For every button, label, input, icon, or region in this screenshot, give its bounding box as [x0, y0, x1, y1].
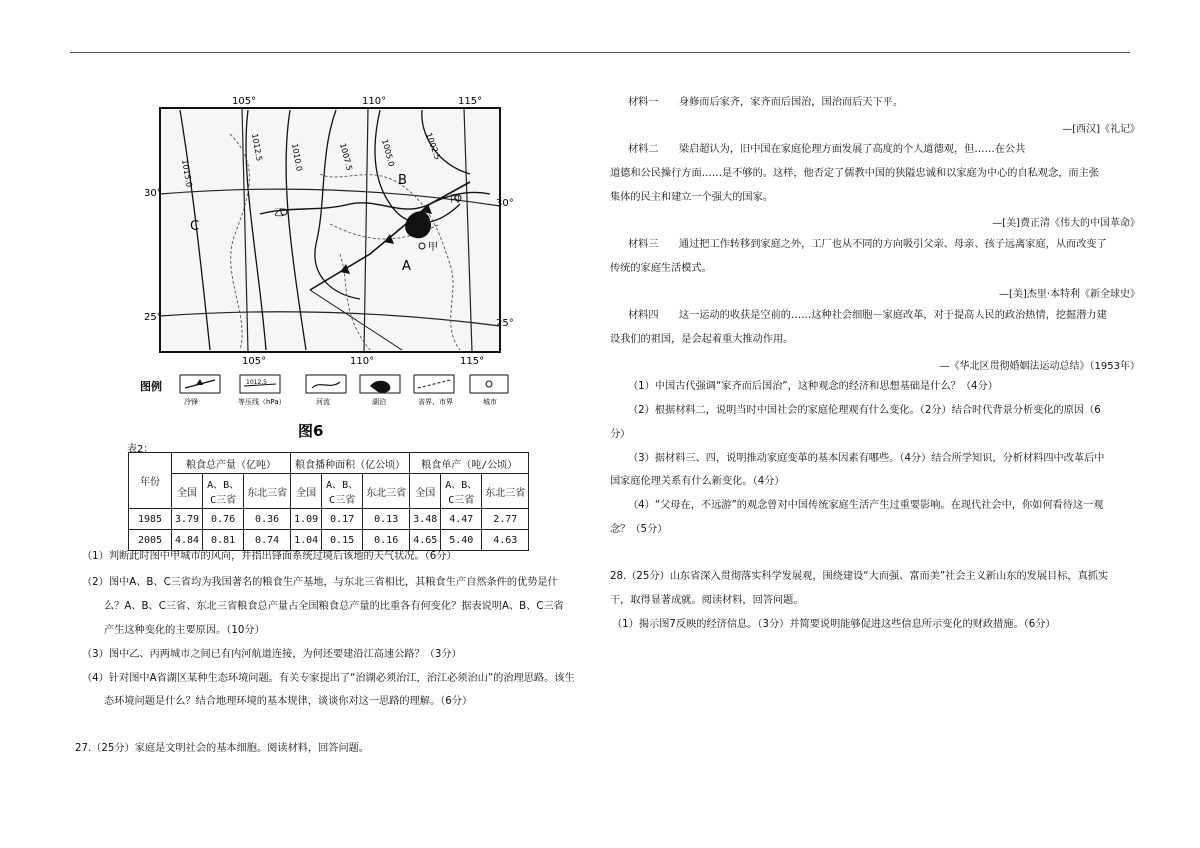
- lat-label-25-right: 25°: [496, 318, 514, 329]
- left-question-2-line1: （2）图中A、B、C三省均为我国著名的粮食生产基地，与东北三省相比，其粮食生产自然条件的优势是什: [82, 577, 558, 588]
- table-header-area: 粮食播种面积（亿公顷）: [291, 453, 410, 474]
- material-3-line2: 传统的家庭生活模式。: [610, 263, 712, 274]
- city-jia: 甲: [428, 242, 438, 253]
- material-2-line1: 材料二 梁启超认为，旧中国在家庭伦理方面发展了高度的个人道德观，但……在公共: [628, 144, 1026, 155]
- cell: 2.77: [482, 509, 529, 530]
- isobar-label-1: 1015.0: [180, 158, 194, 188]
- cell: 1985: [129, 509, 172, 530]
- table-header-total: 粮食总产量（亿吨）: [172, 453, 291, 474]
- cell: 3.79: [172, 509, 203, 530]
- lon-label-2: 110°: [362, 96, 387, 107]
- cell: 0.15: [322, 530, 363, 551]
- material-1-source: —[西汉]《礼记》: [1062, 124, 1140, 135]
- lon-label-1: 105°: [232, 96, 257, 107]
- legend: [180, 375, 508, 406]
- map-frame: [160, 108, 500, 352]
- table-subheader: A、B、C三省: [441, 474, 482, 509]
- lon-label-bottom-3: 115°: [460, 356, 485, 367]
- table-header-year: 年份: [129, 453, 172, 509]
- legend-isobar-sample: 1012.5: [246, 379, 267, 386]
- grain-table: [128, 452, 529, 551]
- lon-label-3: 115°: [458, 96, 483, 107]
- table-subheader: A、B、C三省: [322, 474, 363, 509]
- table-subheader: 全国: [172, 474, 203, 509]
- lat-label-25: 25°: [144, 312, 162, 323]
- right-question-3-line2: 国家庭伦理关系有什么新变化。（4分）: [610, 476, 785, 487]
- figure-6-map: [140, 94, 520, 489]
- cell: 4.63: [482, 530, 529, 551]
- left-question-3: （3）图中乙、丙两城市之间已有内河航道连接，为何还要建沿江高速公路？（3分）: [82, 649, 462, 660]
- isobar-label-2: 1012.5: [250, 132, 264, 162]
- cell: 4.65: [410, 530, 441, 551]
- cell: 0.74: [244, 530, 291, 551]
- left-question-2-line3: 产生这种变化的主要原因。（10分）: [104, 625, 265, 636]
- region-b: B: [398, 173, 407, 188]
- table-subheader: 全国: [410, 474, 441, 509]
- cell: 1.04: [291, 530, 322, 551]
- legend-item-3: 河流: [316, 398, 330, 406]
- cell: 4.47: [441, 509, 482, 530]
- table-subheader: 全国: [291, 474, 322, 509]
- cell: 2005: [129, 530, 172, 551]
- right-question-1: （1）中国古代强调“家齐而后国治”，这种观念的经济和思想基础是什么？（4分）: [628, 381, 998, 392]
- legend-label: 图例: [140, 380, 162, 393]
- question-28-sub1: （1）揭示图7反映的经济信息。（3分）并简要说明能够促进这些信息所示变化的财政措施。（6分）: [612, 619, 1056, 630]
- legend-item-4: 湖泊: [372, 398, 386, 406]
- material-3-line1: 材料三 通过把工作转移到家庭之外，工厂也从不同的方向吸引父亲、母亲、孩子远离家庭，从而改变了: [628, 239, 1107, 250]
- table-subheader: 东北三省: [482, 474, 529, 509]
- question-27: 27.（25分）家庭是文明社会的基本细胞。阅读材料，回答问题。: [75, 743, 370, 754]
- table-header-yield: 粮食单产（吨/公顷）: [410, 453, 529, 474]
- material-2-line2: 道德和公民操行方面……是不够的。这样，他否定了儒教中国的狭隘忠诚和以家庭为中心的自私观念，而主张: [610, 168, 1099, 179]
- lat-label-30-right: 30°: [496, 198, 514, 209]
- legend-item-5: 省界、市界: [418, 398, 453, 406]
- question-28-line1: 28.（25分）山东省深入贯彻落实科学发展观，围绕建设“大而强、富而美”社会主义新山东的发展目标，真抓实: [610, 571, 1109, 582]
- cell: 0.36: [244, 509, 291, 530]
- left-question-2-line2: 么？A、B、C三省、东北三省粮食总产量占全国粮食总产量的比重各有何变化？据表说明A、B、C三省: [104, 601, 564, 612]
- material-2-line3: 集体的民主和建立一个强大的国家。: [610, 192, 773, 203]
- material-4-line1: 材料四 这一运动的收获是空前的……这种社会细胞－家庭改革，对于提高人民的政治热情，挖掘潜力建: [628, 310, 1107, 321]
- top-rule: [70, 52, 1130, 53]
- legend-item-1: 冷锋: [184, 398, 198, 406]
- cell: 0.13: [363, 509, 410, 530]
- left-question-4-line1: （4）针对图中A省湖区某种生态环境问题。有关专家提出了“治湖必须治江，治江必须治山”的治理思路。该生: [82, 673, 575, 684]
- table-subheader: 东北三省: [363, 474, 410, 509]
- lat-label-30: 30°: [144, 188, 162, 199]
- cell: 5.40: [441, 530, 482, 551]
- material-1: 材料一 身修而后家齐，家齐而后国治，国治而后天下平。: [628, 97, 904, 108]
- table-subheader: 东北三省: [244, 474, 291, 509]
- cell: 0.16: [363, 530, 410, 551]
- isobar-label-5: 1005.0: [380, 138, 397, 168]
- material-2-source: —[美]费正清《伟大的中国革命》: [992, 218, 1140, 229]
- legend-item-2: 等压线（hPa）: [238, 398, 286, 406]
- cell: 0.81: [203, 530, 244, 551]
- lon-label-bottom-2: 110°: [350, 356, 375, 367]
- cell: 3.48: [410, 509, 441, 530]
- material-3-source: —[美]杰里·本特利《新全球史》: [999, 289, 1140, 300]
- city-yi: 乙: [274, 208, 284, 219]
- right-question-2-line2: 分）: [610, 429, 631, 440]
- region-c: C: [190, 219, 200, 234]
- region-a: A: [402, 259, 411, 274]
- isobar-label-3: 1010.0: [290, 142, 304, 172]
- legend-item-6: 城市: [483, 398, 497, 406]
- question-28-line2: 干，取得显著成就。阅读材料，回答问题。: [610, 595, 804, 606]
- left-question-4-line2: 态环境问题是什么？结合地理环境的基本规律，谈谈你对这一思路的理解。（6分）: [104, 696, 473, 707]
- city-bing: 丙: [450, 194, 460, 205]
- isobar-label-4: 1007.5: [338, 142, 355, 172]
- cell: 0.76: [203, 509, 244, 530]
- material-4-line2: 设我们的祖国，是会起着重大推动作用。: [610, 334, 794, 345]
- table-row: [129, 509, 529, 530]
- right-question-3-line1: （3）据材料三、四，说明推动家庭变革的基本因素有哪些。（4分）结合所学知识，分析材料四中改革后中: [628, 453, 1105, 464]
- table-caption: 表2：: [127, 444, 154, 455]
- figure-title: 图6: [298, 422, 324, 440]
- material-4-source: —《华北区贯彻婚姻法运动总结》（1953年）: [939, 361, 1140, 372]
- left-question-1: （1）判断此时图中甲城市的风向，并指出锋面系统过境后该地的天气状况。（6分）: [82, 551, 457, 562]
- cell: 1.09: [291, 509, 322, 530]
- right-question-4-line2: 念？（5分）: [610, 524, 668, 535]
- right-question-2-line1: （2）根据材料二，说明当时中国社会的家庭伦理观有什么变化。（2分）结合时代背景分析变化的原因（6: [628, 405, 1101, 416]
- cell: 0.17: [322, 509, 363, 530]
- table-subheader: A、B、C三省: [203, 474, 244, 509]
- isobar-label-6: 1002.5: [424, 131, 443, 161]
- cell: 4.84: [172, 530, 203, 551]
- right-question-4-line1: （4）“父母在，不远游”的观念曾对中国传统家庭生活产生过重要影响。在现代社会中，你如何看待这一观: [628, 500, 1104, 511]
- lon-label-bottom-1: 105°: [242, 356, 267, 367]
